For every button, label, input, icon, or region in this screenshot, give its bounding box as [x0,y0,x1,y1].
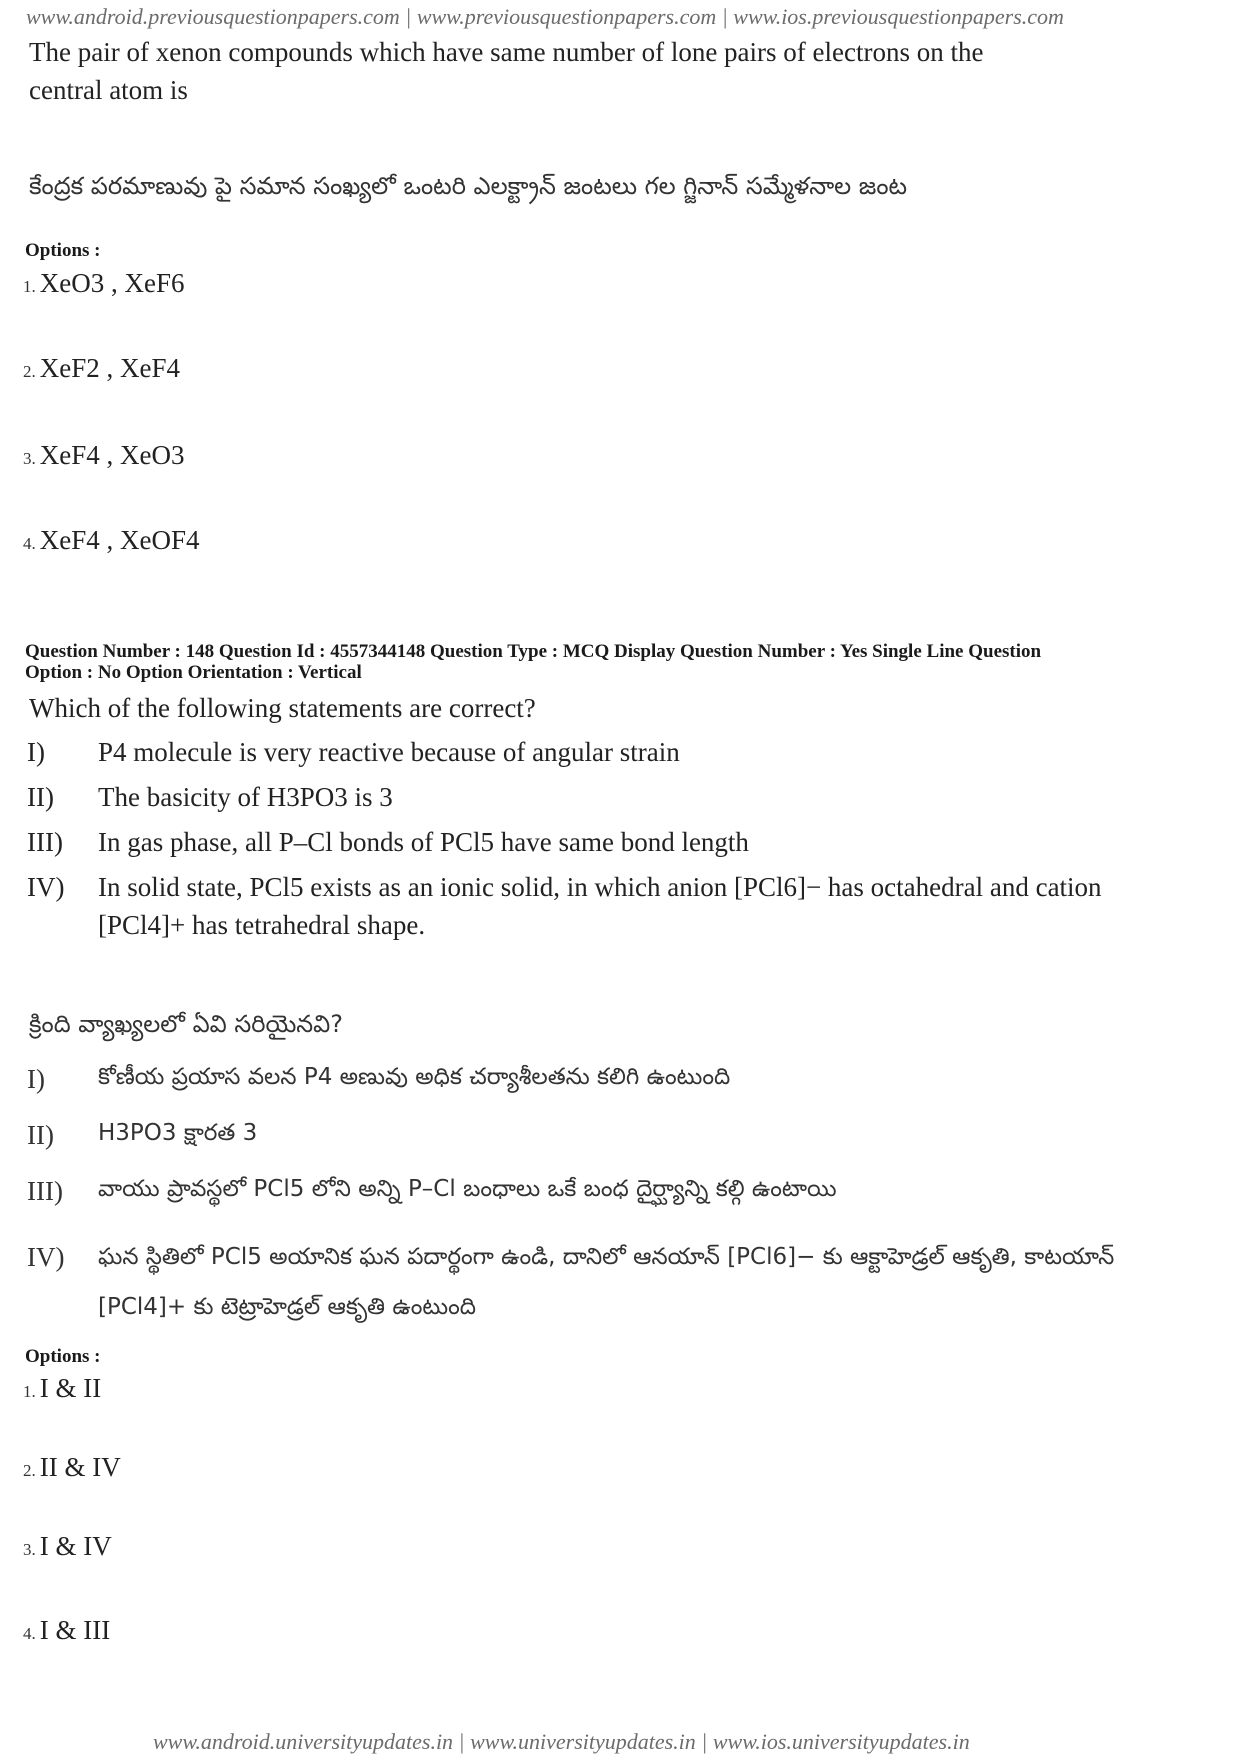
telugu-statement-row [27,1064,1177,1120]
statement-roman: I) [27,1064,45,1094]
statement-text: కోణీయ ప్రయాస వలన P4 అణువు అధిక చర్యాశీలతను కలిగి ఉంటుంది [98,1064,731,1090]
header-urls: www.android.previousquestionpapers.com | www.previousquestionpapers.com | www.ios.previousquestionpapers.com [26,4,1064,29]
q148-metadata [25,641,1225,683]
statement-text: The basicity of H3PO3 is 3 [98,782,393,812]
option-text: XeO3 , XeF6 [39,268,185,298]
option-text: XeF2 , XeF4 [39,353,180,383]
option-text: I & III [39,1615,111,1645]
q147-option-2[interactable] [23,353,180,384]
option-number: 3. [23,449,36,468]
q147-telugu-text: కేంద్రక పరమాణువు పై సమాన సంఖ్యలో ఒంటరి ఎలక్ట్రాన్ జంటలు గల గ్జినాన్ సమ్మేళనాల జంట [29,172,908,200]
statement-text: P4 molecule is very reactive because of angular strain [98,737,680,767]
option-text: I & II [39,1373,102,1403]
statement-text: ఘన స్థితిలో PCl5 అయానిక ఘన పదార్థంగా ఉండి, దానిలో ఆనయాన్ [PCl6]− కు ఆక్టాహెడ్రల్ ఆకృతి, కాటయాన్ [PCl4]+ కు టెట్రాహెడ్రల్ ఆకృతి ఉంటుంది [98,1244,1115,1320]
option-number: 4. [23,1624,36,1643]
statement-text: In gas phase, all P–Cl bonds of PCl5 have same bond length [98,827,749,857]
statement-roman: IV) [27,872,65,902]
option-text: XeF4 , XeOF4 [39,525,200,555]
q148-telugu-title: క్రింది వ్యాఖ్యలలో ఏవి సరియైనవి? [29,1010,343,1038]
q148-english-title: Which of the following statements are correct? [29,693,536,723]
statement-row [27,823,1207,868]
statement-roman: IV) [27,1242,65,1272]
option-number: 3. [23,1540,36,1559]
statement-row [27,778,1207,823]
option-text: II & IV [39,1452,121,1482]
footer-urls: www.android.universityupdates.in | www.universityupdates.in | www.ios.universityupdates.in [153,1729,970,1754]
telugu-statement-row [27,1120,1177,1176]
option-number: 2. [23,1461,36,1480]
statement-roman: II) [27,1120,54,1150]
q148-option-3[interactable] [23,1531,112,1562]
statement-row [27,733,1207,778]
option-number: 1. [23,1382,36,1401]
telugu-statement-row [27,1232,1148,1332]
option-number: 2. [23,362,36,381]
statement-roman: II) [27,782,54,812]
option-number: 1. [23,277,36,296]
q148-option-2[interactable] [23,1452,121,1483]
option-text: I & IV [39,1531,112,1561]
q148-option-4[interactable] [23,1615,110,1646]
q147-option-4[interactable] [23,525,200,556]
q148-telugu-statements [27,1064,1177,1332]
statement-text: H3PO3 క్షారత 3 [98,1120,258,1146]
telugu-statement-row [27,1176,1177,1232]
statement-roman: I) [27,737,45,767]
q148-option-1[interactable] [23,1373,101,1404]
q147-english-line1: The pair of xenon compounds which have same number of lone pairs of electrons on the [29,37,984,67]
q147-options-label: Options : [25,240,101,261]
statement-row [27,868,1148,944]
q147-option-3[interactable] [23,440,184,471]
q147-english-line2: central atom is [29,75,188,105]
q148-meta-line1: Question Number : 148 Question Id : 4557344148 Question Type : MCQ Display Question Number : Yes Single Line Question [25,641,1042,662]
q147-option-1[interactable] [23,268,184,299]
option-number: 4. [23,534,36,553]
q147-english-text [29,33,983,109]
q148-options-label: Options : [25,1346,101,1367]
statement-text: In solid state, PCl5 exists as an ionic solid, in which anion [PCl6]− has octahedral and cation [PCl4]+ has tetrahedral shape. [98,872,1102,940]
option-text: XeF4 , XeO3 [39,440,185,470]
q148-english-statements [27,733,1207,944]
statement-roman: III) [27,827,63,857]
statement-roman: III) [27,1176,63,1206]
q148-meta-line2: Option : No Option Orientation : Vertical [25,662,362,683]
statement-text: వాయు ప్రావస్థలో PCl5 లోని అన్ని P–Cl బంధాలు ఒకే బంధ దైర్ఘ్యాన్ని కల్గి ఉంటాయి [98,1176,837,1202]
